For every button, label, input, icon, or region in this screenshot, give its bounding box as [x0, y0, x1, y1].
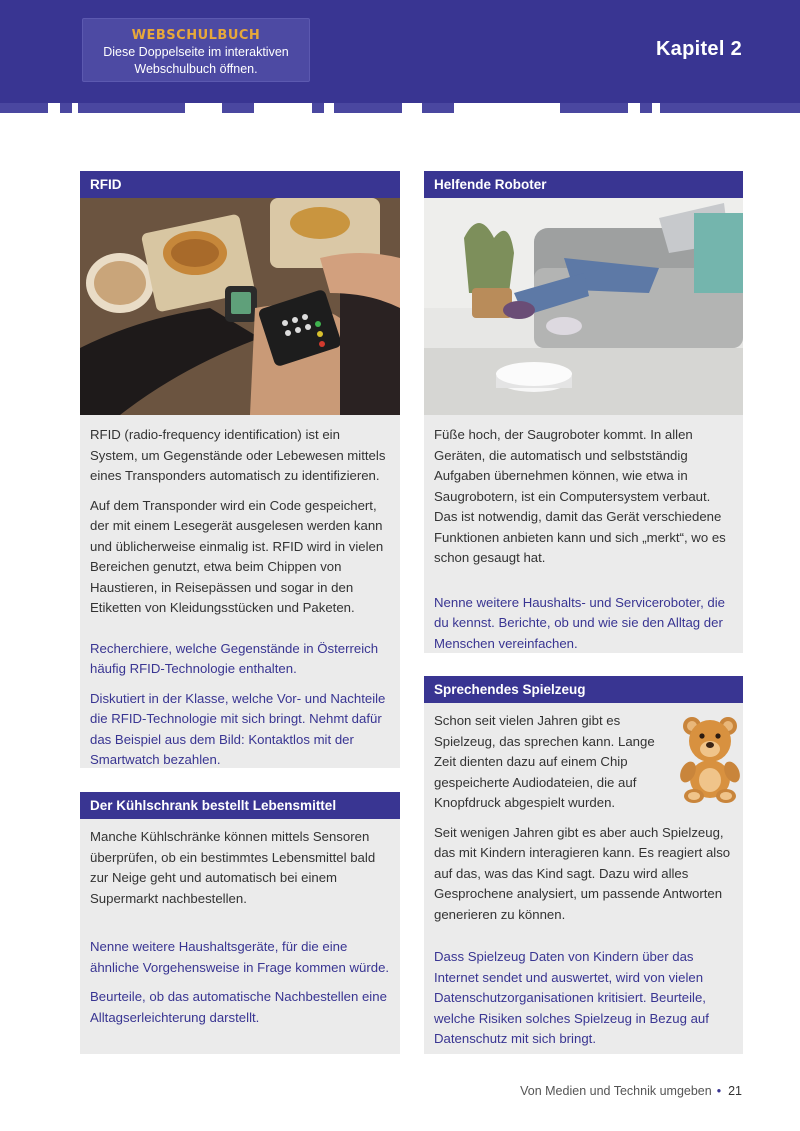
rfid-paragraph: RFID (radio-frequency identification) ist ein System, um Gegenstände oder Lebewesen mittels eines Transponders automatisch zu identifizieren.: [90, 427, 386, 483]
robots-task: Nenne weitere Haushalts- und Serviceroboter, die du kennst. Berichte, ob und wie sie den Alltag der Menschen vereinfachen.: [434, 594, 726, 651]
toys-title: Sprechendes Spielzeug: [424, 676, 743, 703]
rfid-paragraph: Auf dem Transponder wird ein Code gespeichert, der mit einem Lesegerät ausgelesen werden kann und üblicherweise einmalig ist. RFID wird in vielen Bereichen genutzt, etwa beim Chippen von Haustieren, in Reisepässen und sogar in den Etiketten von Kleidungsstücken und Paketen.: [90, 497, 384, 615]
teddy-bear-icon: [680, 714, 742, 804]
toys-box: [424, 676, 743, 1054]
fridge-task: Beurteile, ob das automatische Nachbestellen eine Alltagserleichterung darstellt.: [90, 989, 387, 1025]
rfid-title: RFID: [80, 171, 400, 198]
chapter-label: Kapitel 2: [655, 38, 742, 60]
page-number: 21: [728, 1084, 742, 1098]
header-band: [560, 103, 628, 113]
footer-separator: •: [716, 1084, 722, 1098]
header-band: [0, 103, 48, 113]
rfid-task: Recherchiere, welche Gegenstände in Österreich häufig RFID-Technologie enthalten.: [90, 640, 379, 676]
rfid-box: [80, 171, 400, 768]
rfid-task: Diskutiert in der Klasse, welche Vor- und Nachteile die RFID-Technologie mit sich bringt. Nehmt dafür das Beispiel aus dem Bild: Kontaktlos mit der Smartwatch bezahlen.: [90, 690, 386, 767]
webschulbuch-logo: [126, 26, 266, 42]
fridge-paragraph: Manche Kühlschränke können mittels Sensoren überprüfen, ob ein bestimmtes Lebensmittel bald zur Neige geht und automatisch bei einem Supermarkt nachbestellen.: [90, 829, 376, 906]
header-band: [222, 103, 254, 113]
rfid-photo: [80, 198, 400, 415]
webschulbuch-text-line1: Diese Doppelseite im interaktiven: [103, 45, 289, 59]
toys-paragraph: Seit wenigen Jahren gibt es aber auch Spielzeug, das mit Kindern interagieren kann. Es reagiert also auf das, was das Kind sagt. Dazu wird alles Gesprochene analysiert, um passende Antworten generieren zu können.: [434, 824, 731, 922]
robots-paragraph: Füße hoch, der Saugroboter kommt. In allen Geräten, die automatisch und selbstständig Aufgaben übernehmen können, wie etwa in Saugrobotern, ist ein Computersystem verbaut. Das ist notwendig, damit das Gerät verschiedene Funktionen anbieten kann und sich „merkt“, wo es schon gesaugt hat.: [434, 427, 726, 565]
svg-text:WEBSCHULBUCH: WEBSCHULBUCH: [131, 28, 261, 42]
footer-section-text: Von Medien und Technik umgeben: [520, 1084, 712, 1098]
page-footer: [520, 1084, 742, 1098]
webschulbuch-text-line2: Webschulbuch öffnen.: [134, 62, 258, 76]
fridge-box: [80, 792, 400, 1054]
header-band: [60, 103, 72, 113]
toys-task: Dass Spielzeug Daten von Kindern über das Internet sendet und auswertet, wird von vielen Datenschutzorganisationen kritisiert. Beurteile, welche Risiken solches Spielzeug in Bezug auf Datenschutz mit sich bringt.: [434, 949, 709, 1046]
header-band: [78, 103, 185, 113]
header-band: [422, 103, 454, 113]
header-band: [640, 103, 652, 113]
header-band: [312, 103, 324, 113]
toys-paragraph: Schon seit vielen Jahren gibt es Spielzeug, das sprechen kann. Lange Zeit dienten dazu auf einem Chip gespeicherte Audiodateien, die auf Knopfdruck abgespielt wurden.: [434, 713, 655, 810]
robot-vacuum-photo: [424, 198, 743, 415]
robots-box: [424, 171, 743, 653]
header-band: [660, 103, 800, 113]
robots-title: Helfende Roboter: [424, 171, 743, 198]
header-band: [334, 103, 402, 113]
webschulbuch-link[interactable]: [82, 18, 310, 82]
fridge-task: Nenne weitere Haushaltsgeräte, für die eine ähnliche Vorgehensweise in Frage kommen würde.: [90, 939, 390, 975]
fridge-title: Der Kühlschrank bestellt Lebensmittel: [80, 792, 400, 819]
